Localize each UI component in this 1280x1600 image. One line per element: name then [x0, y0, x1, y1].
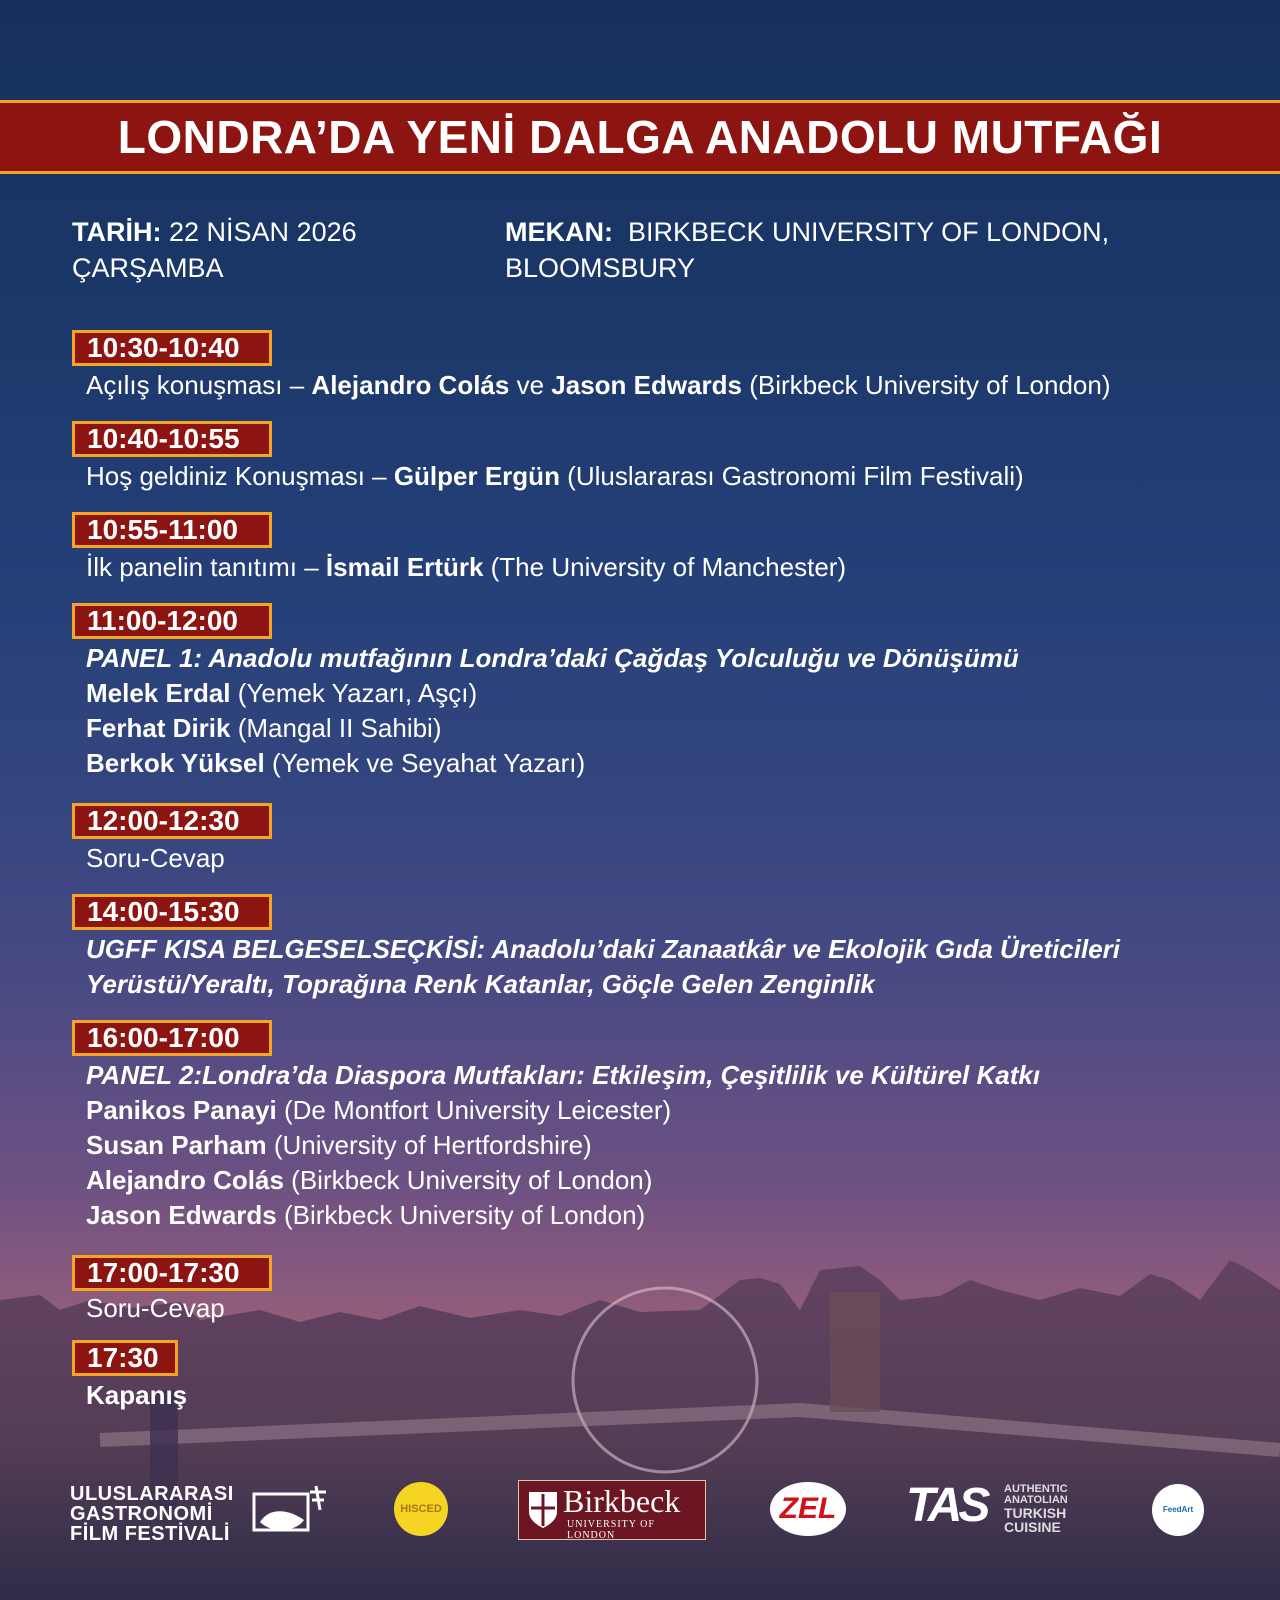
venue-label: MEKAN: — [505, 217, 613, 247]
speaker: Ferhat Dirik (Mangal II Sahibi) — [86, 713, 442, 743]
time-badge: 10:55-11:00 — [72, 512, 272, 548]
schedule-item — [72, 894, 1222, 1002]
panel-title: PANEL 2:Londra’da Diaspora Mutfakları: Etkileşim, Çeşitlilik ve Kültürel Katkı — [86, 1060, 1041, 1090]
authentic-anatolian-logo: AUTHENTIC ANATOLIAN TURKISH CUISINE — [1004, 1483, 1068, 1535]
zel-logo: ZEL — [770, 1482, 846, 1536]
time-badge: 17:00-17:30 — [72, 1255, 272, 1291]
day-value: ÇARŞAMBA — [72, 253, 224, 283]
film-reel-icon — [250, 1480, 334, 1542]
title-banner — [0, 100, 1280, 174]
time-badge: 17:30 — [72, 1340, 178, 1376]
page-title: LONDRA’DA YENİ DALGA ANADOLU MUTFAĞI — [117, 111, 1163, 163]
venue-line2: BLOOMSBURY — [505, 253, 696, 283]
schedule-item — [72, 1255, 1222, 1326]
panel-title: PANEL 1: Anadolu mutfağının Londra’daki Çağdaş Yolculuğu ve Dönüşümü — [86, 643, 1019, 673]
item-description: Soru-Cevap — [86, 1293, 225, 1323]
sponsor-logos — [0, 1468, 1280, 1558]
date-value: 22 NİSAN 2026 — [169, 217, 357, 247]
schedule-item — [72, 512, 1222, 585]
crest-icon — [527, 1490, 559, 1530]
documentary-title: UGFF KISA BELGESELSEÇKİSİ: Anadolu’daki Zanaatkâr ve Ekolojik Gıda Üreticileri — [86, 934, 1120, 964]
hisced-logo: HISCED — [394, 1482, 448, 1536]
venue-line1: BIRKBECK UNIVERSITY OF LONDON, — [628, 217, 1110, 247]
time-badge: 11:00-12:00 — [72, 603, 272, 639]
time-badge: 14:00-15:30 — [72, 894, 272, 930]
time-badge: 12:00-12:30 — [72, 803, 272, 839]
item-description: Hoş geldiniz Konuşması – Gülper Ergün (Uluslararası Gastronomi Film Festivali) — [86, 461, 1024, 491]
ugff-logo: ULUSLARARASI GASTRONOMİ FİLM FESTİVALİ — [70, 1484, 234, 1544]
speaker: Berkok Yüksel (Yemek ve Seyahat Yazarı) — [86, 748, 586, 778]
feedart-logo: FeedArt — [1152, 1484, 1204, 1536]
speaker: Panikos Panayi (De Montfort University Leicester) — [86, 1095, 672, 1125]
schedule-item — [72, 1020, 1222, 1233]
time-badge: 10:30-10:40 — [72, 330, 272, 366]
item-description: Soru-Cevap — [86, 843, 225, 873]
time-badge: 16:00-17:00 — [72, 1020, 272, 1056]
event-date — [72, 214, 472, 286]
schedule-item — [72, 330, 1222, 403]
date-label: TARİH: — [72, 217, 162, 247]
speaker: Jason Edwards (Birkbeck University of London) — [86, 1200, 646, 1230]
event-venue — [505, 214, 1205, 286]
speaker: Susan Parham (University of Hertfordshire) — [86, 1130, 592, 1160]
speaker: Alejandro Colás (Birkbeck University of London) — [86, 1165, 653, 1195]
item-description: Kapanış — [86, 1380, 188, 1410]
birkbeck-logo: Birkbeck UNIVERSITY OF LONDON — [518, 1480, 706, 1540]
speaker: Melek Erdal (Yemek Yazarı, Aşçı) — [86, 678, 478, 708]
schedule-item — [72, 603, 1222, 781]
schedule-item — [72, 803, 1222, 876]
documentary-list: Yerüstü/Yeraltı, Toprağına Renk Katanlar, Göçle Gelen Zenginlik — [86, 969, 875, 999]
tas-logo: TAS — [906, 1479, 987, 1532]
schedule-item — [72, 421, 1222, 494]
schedule-item — [72, 1340, 1222, 1413]
item-description: İlk panelin tanıtımı – İsmail Ertürk (The University of Manchester) — [86, 552, 847, 582]
time-badge: 10:40-10:55 — [72, 421, 272, 457]
item-description: Açılış konuşması – Alejandro Colás ve Jason Edwards (Birkbeck University of London) — [86, 370, 1111, 400]
